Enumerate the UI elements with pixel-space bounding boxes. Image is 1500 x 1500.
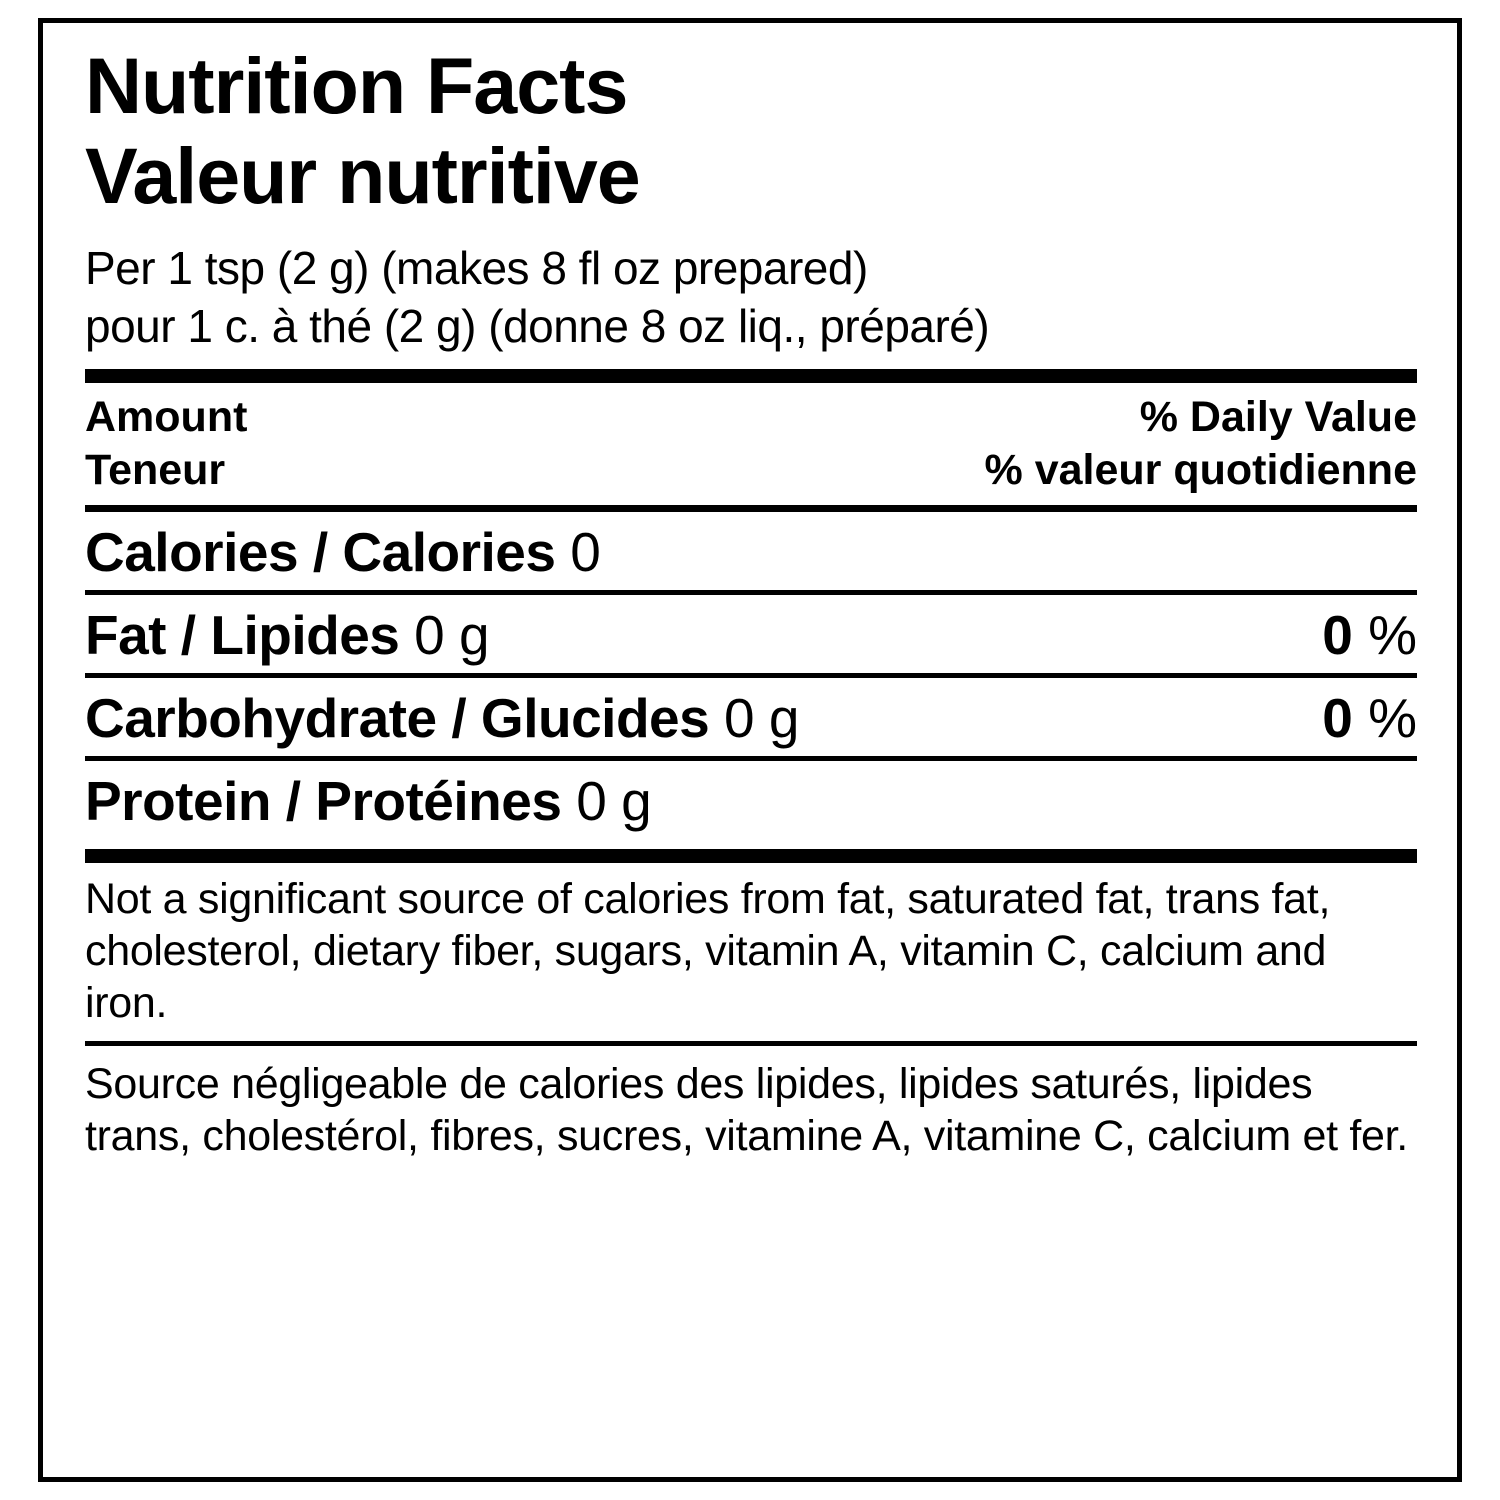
nutrient-dv-symbol-carbohydrate: %	[1368, 687, 1417, 749]
nutrition-facts-panel	[38, 18, 1462, 1482]
amount-label-en: Amount	[85, 393, 248, 441]
nutrition-facts-content	[85, 41, 1417, 1162]
nutrient-dv-symbol-fat: %	[1368, 604, 1417, 666]
footnote-fr: Source négligeable de calories des lipides, lipides saturés, lipides trans, cholestérol, fibres, sucres, vitamine A, vitamine C, calcium et fer.	[85, 1060, 1408, 1160]
nutrient-value-carbohydrate: 0 g	[724, 687, 799, 749]
nutrient-name-carbohydrate: Carbohydrate / Glucides	[85, 687, 710, 749]
nutrient-name-fat: Fat / Lipides	[85, 604, 400, 666]
serving-size-en: Per 1 tsp (2 g) (makes 8 fl oz prepared)	[85, 242, 868, 294]
nutrient-value-protein: 0 g	[576, 770, 652, 832]
nutrient-row-calories	[85, 512, 1417, 590]
label-title-en: Nutrition Facts	[85, 41, 628, 130]
amount-header-row-en	[85, 383, 1417, 444]
daily-value-label-en: % Daily Value	[1139, 393, 1417, 441]
nutrient-dv-fat: 0	[1322, 604, 1353, 666]
nutrient-row-carbohydrate	[85, 678, 1417, 756]
nutrient-row-protein	[85, 761, 1417, 839]
amount-header-row-fr	[85, 444, 1417, 505]
footnote-en: Not a significant source of calories from fat, saturated fat, trans fat, cholesterol, dietary fiber, sugars, vitamin A, vitamin C, calcium and iron.	[85, 875, 1331, 1027]
nutrient-name-protein: Protein / Protéines	[85, 770, 562, 832]
nutrient-dv-carbohydrate: 0	[1322, 687, 1353, 749]
label-title-fr: Valeur nutritive	[85, 131, 640, 220]
nutrient-value-fat: 0 g	[414, 604, 490, 666]
nutrient-value-calories: 0	[570, 521, 601, 583]
divider-thick-bottom	[85, 849, 1417, 863]
nutrient-name-calories: Calories / Calories	[85, 521, 556, 583]
daily-value-label-fr: % valeur quotidienne	[984, 446, 1417, 494]
divider-thick-top	[85, 369, 1417, 383]
divider-after-header	[85, 505, 1417, 512]
nutrient-row-fat	[85, 595, 1417, 673]
serving-size-fr: pour 1 c. à thé (2 g) (donne 8 oz liq., préparé)	[85, 300, 990, 352]
amount-label-fr: Teneur	[85, 446, 226, 494]
